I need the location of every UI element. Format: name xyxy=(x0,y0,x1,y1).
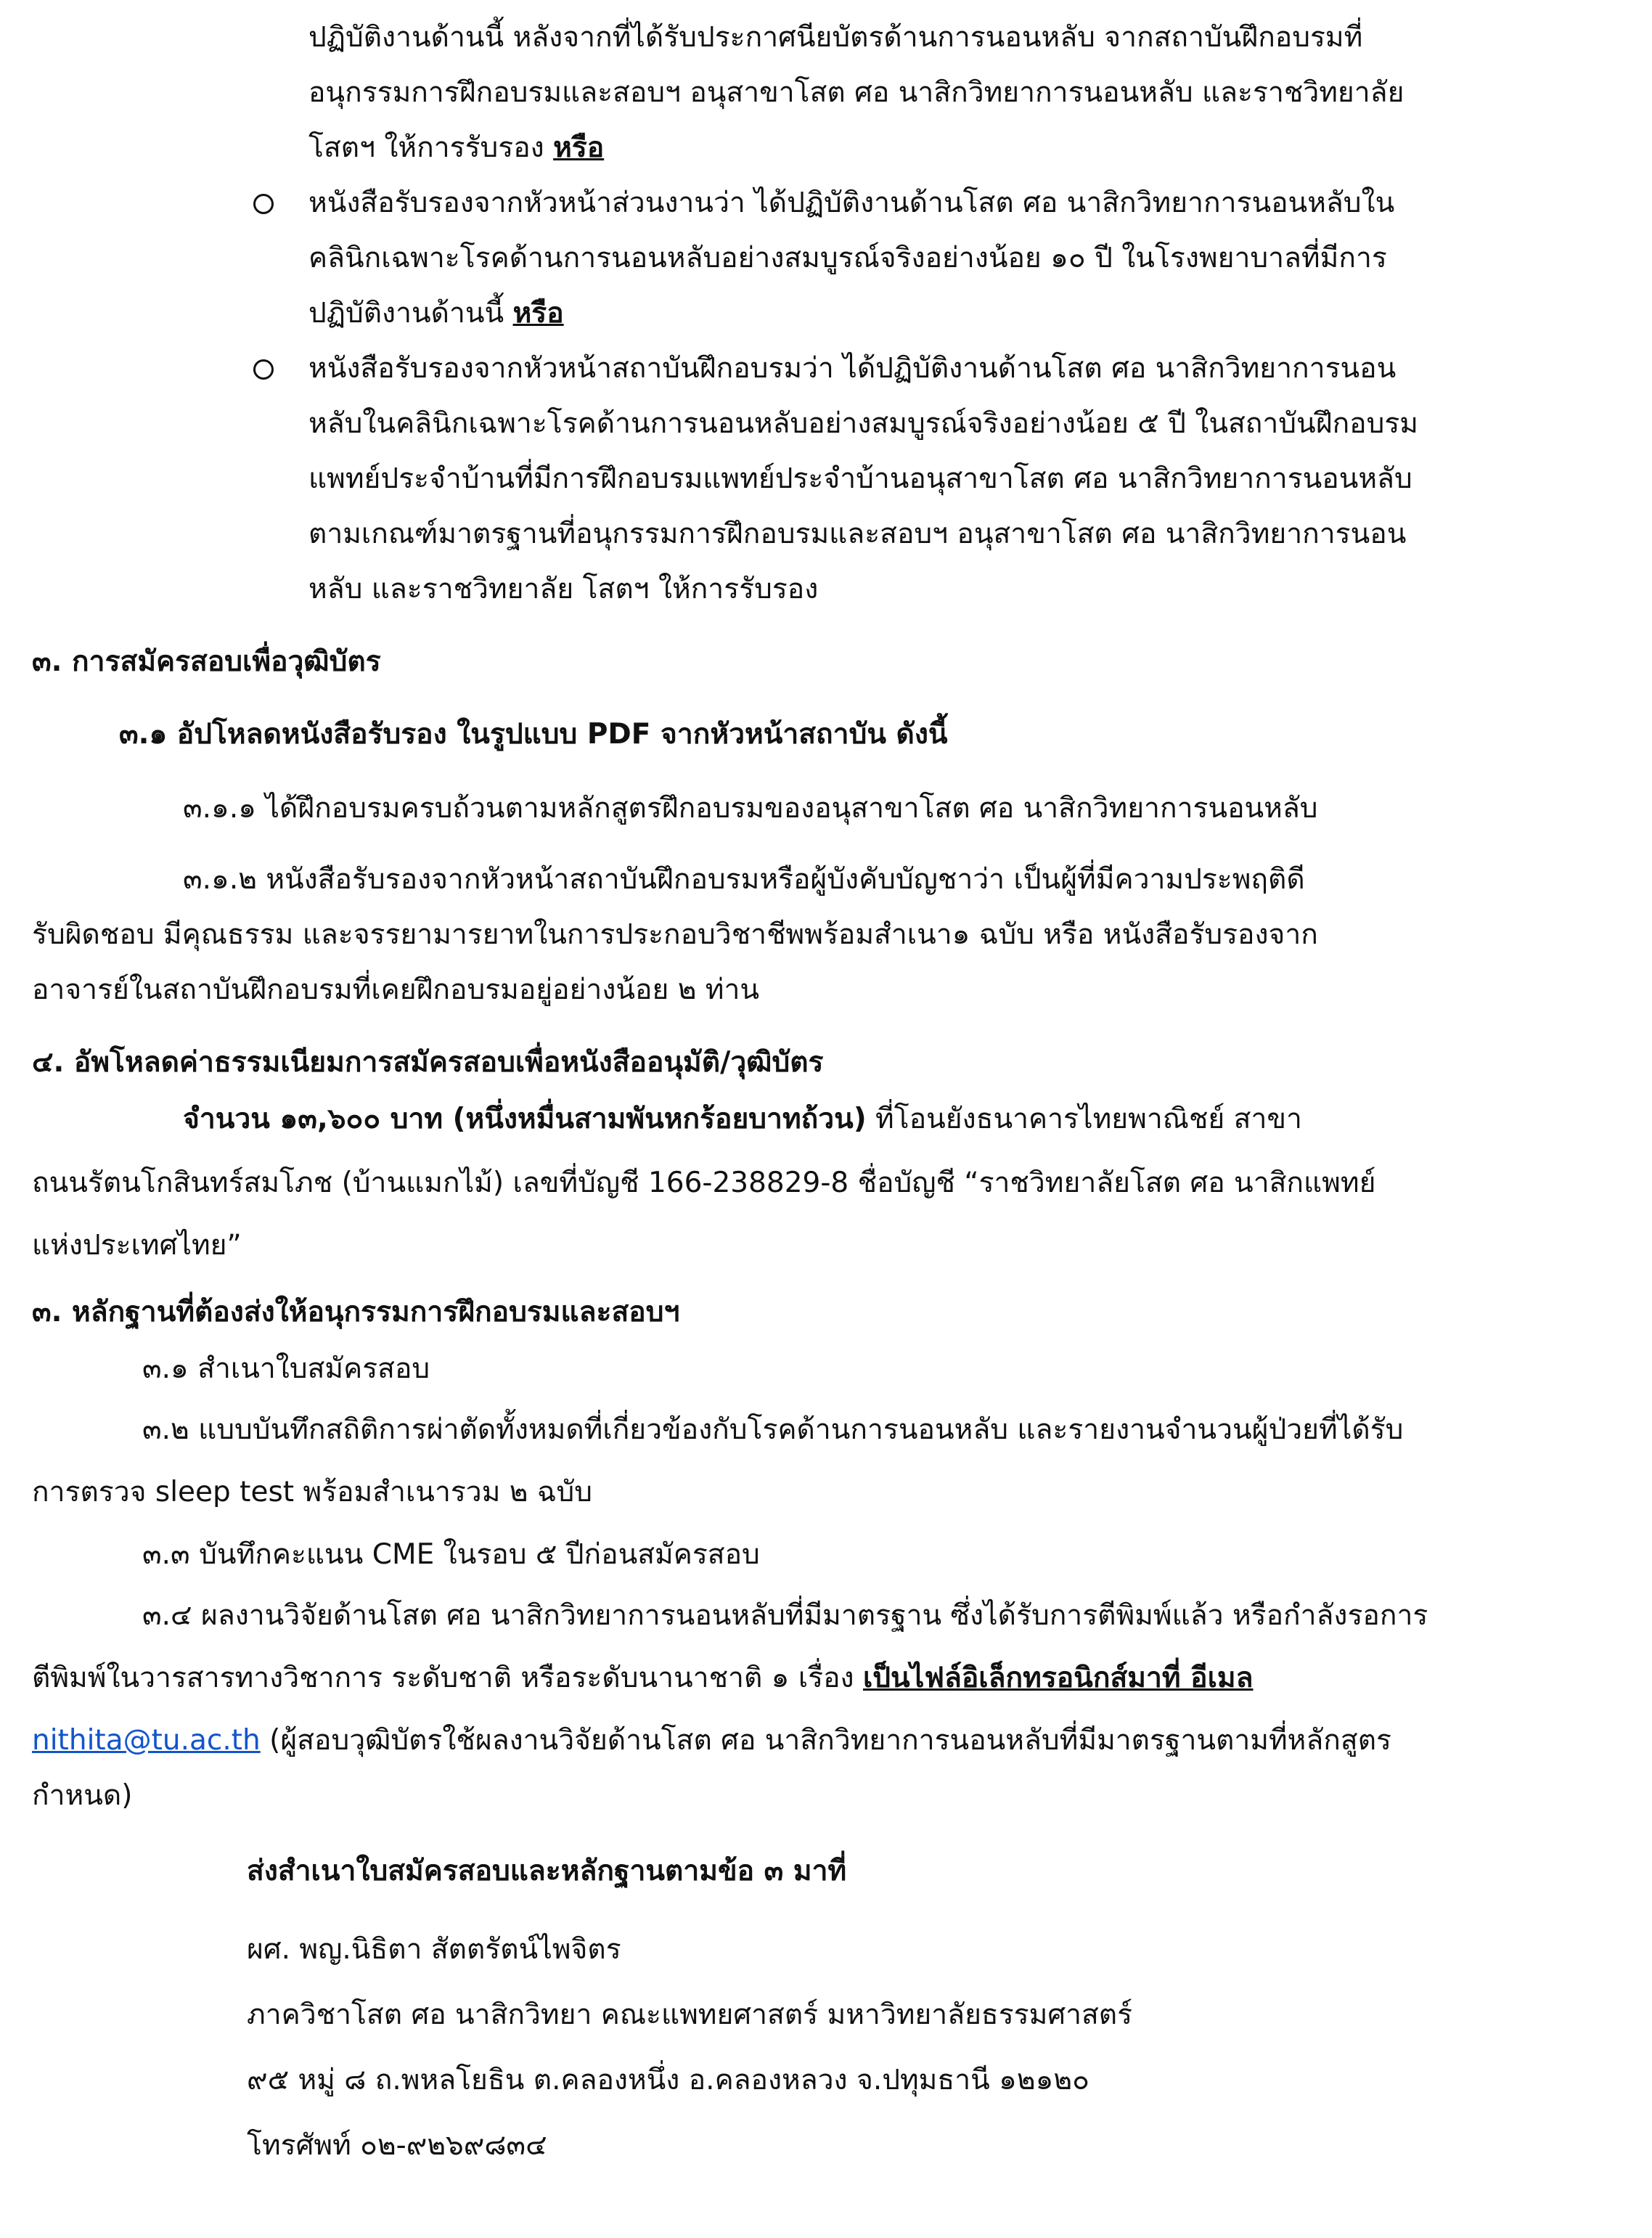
item-3-1-1: ๓.๑.๑ ได้ฝึกอบรมครบถ้วนตามหลักสูตรฝึกอบรมของอนุสาขาโสต ศอ นาสิกวิทยาการนอนหลับ xyxy=(183,792,1318,825)
bullet-text: โสตฯ ให้การรับรอง xyxy=(308,131,554,164)
send-to-heading: ส่งสำเนาใบสมัครสอบและหลักฐานตามข้อ ๓ มาที่ xyxy=(247,1855,847,1887)
evidence-item-1: ๓.๑ สำเนาใบสมัครสอบ xyxy=(142,1352,430,1385)
account-name-line: แห่งประเทศไทย” xyxy=(32,1229,242,1262)
bullet-text-line: ปฏิบัติงานด้านนี้ หลังจากที่ได้รับประกาศนียบัตรด้านการนอนหลับ จากสถาบันฝึกอบรมที่ xyxy=(308,21,1363,54)
fee-text: ที่โอนยังธนาคารไทยพาณิชย์ สาขา xyxy=(866,1103,1302,1135)
bullet-text-line: คลินิกเฉพาะโรคด้านการนอนหลับอย่างสมบูรณ์จริงอย่างน้อย ๑๐ ปี ในโรงพยาบาลที่มีการ xyxy=(308,242,1387,274)
contact-name: ผศ. พญ.นิธิตา สัตตรัตน์ไพจิตร xyxy=(247,1933,621,1966)
item-3-1-2-line: ๓.๑.๒ หนังสือรับรองจากหัวหน้าสถาบันฝึกอบรมหรือผู้บังคับบัญชาว่า เป็นผู้ที่มีความประพฤติดี xyxy=(183,863,1305,896)
hollow-circle-bullet-icon xyxy=(253,194,274,214)
fee-line xyxy=(183,1098,1302,1143)
hollow-circle-bullet-icon xyxy=(253,359,274,380)
electronic-file-emphasis: เป็นไฟล์อิเล็กทรอนิกส์มาที่ อีเมล xyxy=(862,1662,1254,1694)
email-link[interactable]: nithita@tu.ac.th xyxy=(32,1724,261,1757)
evidence-item-4-line xyxy=(32,1657,1254,1702)
evidence-item-4-line: กำหนด) xyxy=(32,1779,133,1812)
bullet-text-line: ตามเกณฑ์มาตรฐานที่อนุกรรมการฝึกอบรมและสอบฯ อนุสาขาโสต ศอ นาสิกวิทยาการนอน xyxy=(308,518,1407,550)
bullet-text-line: แพทย์ประจำบ้านที่มีการฝึกอบรมแพทย์ประจำบ้านอนุสาขาโสต ศอ นาสิกวิทยาการนอนหลับ xyxy=(308,462,1412,495)
evidence-text: ตีพิมพ์ในวารสารทางวิชาการ ระดับชาติ หรือระดับนานาชาติ ๑ เรื่อง xyxy=(32,1662,863,1694)
evidence-item-3: ๓.๓ บันทึกคะแนน CME ในรอบ ๕ ปีก่อนสมัครสอบ xyxy=(142,1538,760,1571)
section-3-heading: ๓. การสมัครสอบเพื่อวุฒิบัตร xyxy=(32,645,381,678)
evidence-item-4-line xyxy=(32,1719,1391,1764)
section-4-heading: ๔. อัพโหลดค่าธรรมเนียมการสมัครสอบเพื่อหนังสืออนุมัติ/วุฒิบัตร xyxy=(32,1046,824,1079)
bullet-text-line: หลับ และราชวิทยาลัย โสตฯ ให้การรับรอง xyxy=(308,573,819,605)
bullet-text: ปฏิบัติงานด้านนี้ xyxy=(308,297,513,330)
evidence-item-2-line: การตรวจ sleep test พร้อมสำเนารวม ๒ ฉบับ xyxy=(32,1476,592,1508)
bullet-text-line: หลับในคลินิกเฉพาะโรคด้านการนอนหลับอย่างสมบูรณ์จริงอย่างน้อย ๕ ปี ในสถาบันฝึกอบรม xyxy=(308,407,1419,440)
section-3-1-heading: ๓.๑ อัปโหลดหนังสือรับรอง ในรูปแบบ PDF จากหัวหน้าสถาบัน ดังนี้ xyxy=(119,718,948,751)
item-3-1-2-line: อาจารย์ในสถาบันฝึกอบรมที่เคยฝึกอบรมอยู่อย่างน้อย ๒ ท่าน xyxy=(32,973,760,1006)
item-3-1-2-line: รับผิดชอบ มีคุณธรรม และจรรยามารยาทในการประกอบวิชาชีพพร้อมสำเนา๑ ฉบับ หรือ หนังสือรับรองจาก xyxy=(32,918,1318,951)
bullet-text-line: หนังสือรับรองจากหัวหน้าส่วนงานว่า ได้ปฏิบัติงานด้านโสต ศอ นาสิกวิทยาการนอนหลับใน xyxy=(308,187,1395,219)
bullet-text-line xyxy=(308,126,604,171)
or-emphasis: หรือ xyxy=(553,131,605,164)
evidence-item-4-line: ๓.๔ ผลงานวิจัยด้านโสต ศอ นาสิกวิทยาการนอนหลับที่มีมาตรฐาน ซึ่งได้รับการตีพิมพ์แล้ว หรือกำลังรอการ xyxy=(142,1599,1428,1632)
contact-address: ๙๕ หมู่ ๘ ถ.พหลโยธิน ต.คลองหนึ่ง อ.คลองหลวง จ.ปทุมธานี ๑๒๑๒๐ xyxy=(247,2064,1089,2096)
evidence-item-2-line: ๓.๒ แบบบันทึกสถิติการผ่าตัดทั้งหมดที่เกี่ยวข้องกับโรคด้านการนอนหลับ และรายงานจำนวนผู้ป่วยที่ได้รับ xyxy=(142,1413,1404,1446)
bullet-text-line: หนังสือรับรองจากหัวหน้าสถาบันฝึกอบรมว่า ได้ปฏิบัติงานด้านโสต ศอ นาสิกวิทยาการนอน xyxy=(308,352,1397,385)
evidence-heading: ๓. หลักฐานที่ต้องส่งให้อนุกรรมการฝึกอบรมและสอบฯ xyxy=(32,1296,680,1328)
evidence-text: (ผู้สอบวุฒิบัตรใช้ผลงานวิจัยด้านโสต ศอ นาสิกวิทยาการนอนหลับที่มีมาตรฐานตามที่หลักสูตร xyxy=(260,1724,1391,1757)
contact-department: ภาควิชาโสต ศอ นาสิกวิทยา คณะแพทยศาสตร์ มหาวิทยาลัยธรรมศาสตร์ xyxy=(247,1998,1133,2031)
bank-account-line: ถนนรัตนโกสินทร์สมโภช (บ้านแมกไม้) เลขที่บัญชี 166-238829-8 ชื่อบัญชี “ราชวิทยาลัยโสต ศอ นาสิกแพทย์ xyxy=(32,1167,1376,1199)
or-emphasis: หรือ xyxy=(512,297,564,330)
contact-phone: โทรศัพท์ ๐๒-๙๒๖๙๘๓๔ xyxy=(247,2129,547,2162)
bullet-text-line: อนุกรรมการฝึกอบรมและสอบฯ อนุสาขาโสต ศอ นาสิกวิทยาการนอนหลับ และราชวิทยาลัย xyxy=(308,76,1404,109)
fee-amount: จำนวน ๑๓,๖๐๐ บาท (หนึ่งหมื่นสามพันหกร้อยบาทถ้วน) xyxy=(183,1103,867,1135)
bullet-text-line xyxy=(308,292,564,337)
